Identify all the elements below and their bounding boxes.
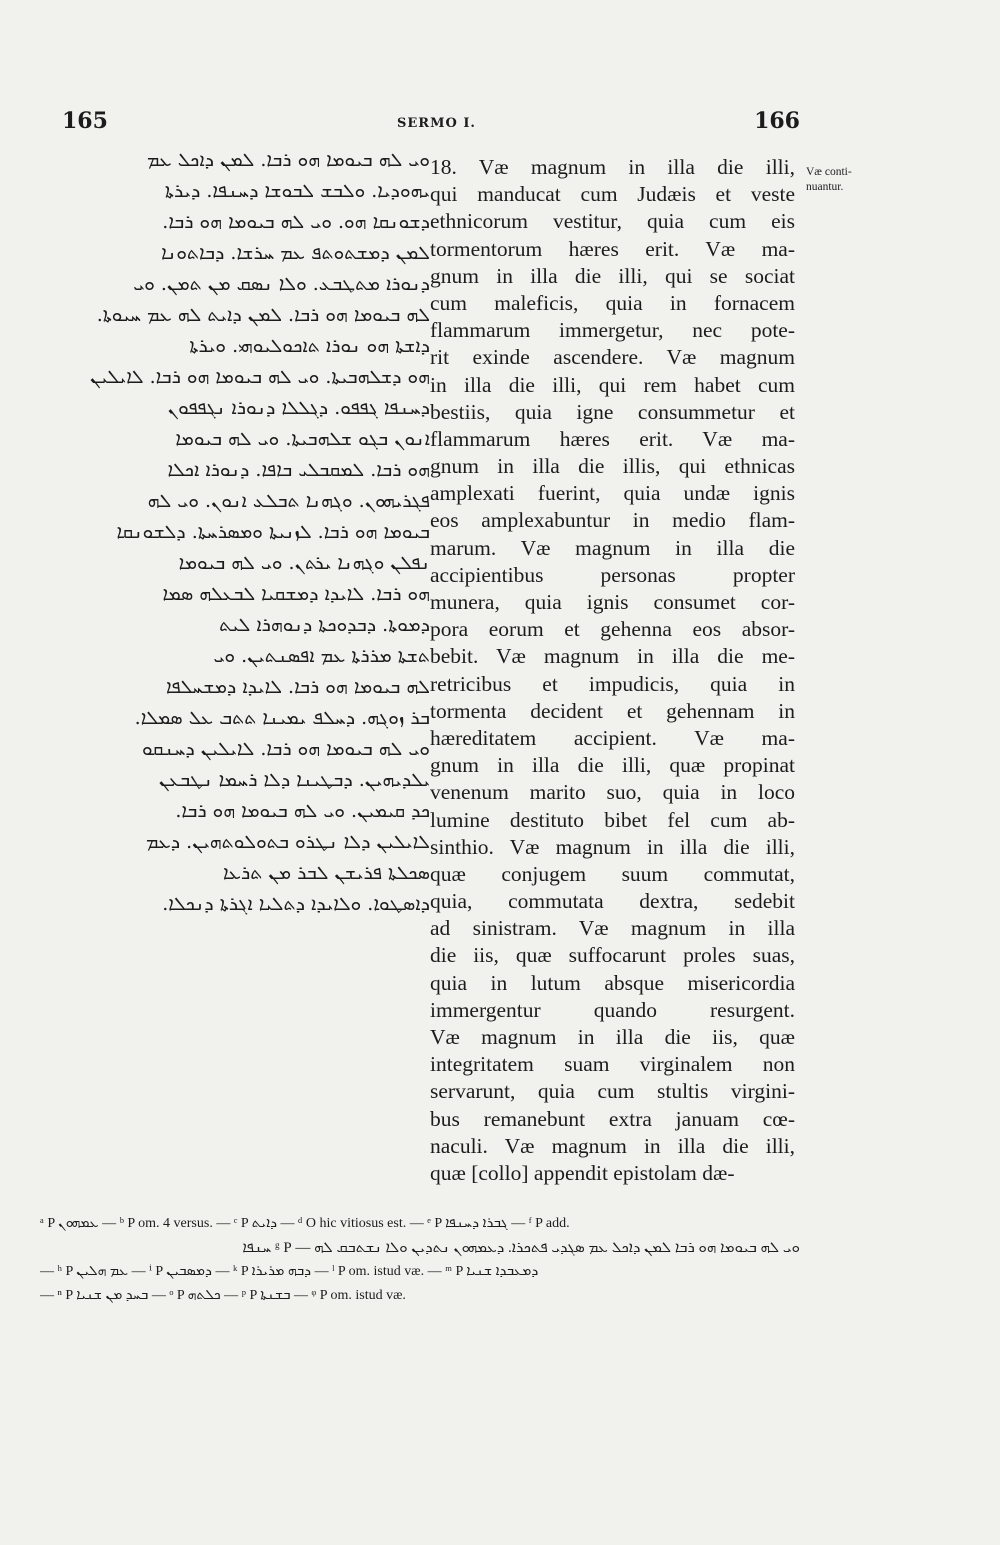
latin-line: retricibus et impudicis, quia in xyxy=(430,671,795,696)
footnote-line: — ʰ P ܥܡ ܗܠܝܢ — ⁱ P ܕܡܣܒܝܢ — ᵏ P ܕܒܗ ܡܪܝܪܐ — ˡ P om. istud væ. — ᵐ P ܕܡܥܒܕܐ ܫܢܝܐ xyxy=(40,1264,539,1279)
syriac-line: ܗܘ ܕܫܠܗܒܝܬܐ. ܘܝ ܠܗ ܒܝܘܡܐ ܗܘ ܪܒܐ. ܠܐܝܠܝܢ xyxy=(90,366,430,388)
right-page-number: 166 xyxy=(754,108,800,134)
latin-line: accipientibus personas propter xyxy=(430,562,795,587)
latin-line: marum. Væ magnum in illa die xyxy=(430,535,795,560)
latin-line: integritatem suam virginalem non xyxy=(430,1052,795,1077)
syriac-line: ܬܫܬܐ ܡܪܪܬܐ ܥܡ ܐܦܣܢܬܝܢ. ܘܝ xyxy=(213,645,430,667)
latin-line: qui manducat cum Judæis et veste xyxy=(430,182,795,207)
latin-line: quia, commutata dextra, sedebit xyxy=(430,889,795,914)
latin-line: lumine destituto bibet fel cum ab- xyxy=(430,807,795,832)
latin-line: tormentorum hæres erit. Væ ma- xyxy=(430,236,795,261)
latin-line: ethnicorum vestitur, quia cum eis xyxy=(430,209,795,234)
syriac-line: ܠܗ ܒܝܘܡܐ ܗܘ ܪܒܐ. ܠܐܝܕܐ ܕܡܫܚܠܦܐ xyxy=(166,676,430,698)
left-page-number: 165 xyxy=(62,108,108,134)
syriac-line: ܝܠܕܝܗܝܢ. ܕܒܛܝܢܐ ܕܠܐ ܪܚܡܐ ܢܛܒܥܢ xyxy=(158,769,430,791)
margin-note-line: Væ conti- xyxy=(806,166,852,178)
latin-line: ad sinistram. Væ magnum in illa xyxy=(430,916,795,941)
syriac-line: ܠܐܝܠܝܢ ܕܠܐ ܢܛܪܘ ܒܬܘܠܘܬܗܝܢ. ܕܥܡ xyxy=(146,831,430,853)
margin-note xyxy=(806,165,886,195)
syriac-line: ܕܢܘܪܐ ܡܬܛܒܥ. ܘܠܐ ܢܣܩ ܡܢ ܬܡܢ. ܘܝ xyxy=(133,273,430,295)
latin-line: Væ magnum in illa die iis, quæ xyxy=(430,1025,795,1049)
running-head: SERMO I. xyxy=(397,116,476,131)
syriac-line: ܕܡܘܬܐ. ܕܒܕܘܟܬܐ ܕܢܘܗܪܐ ܠܝܬ xyxy=(219,614,430,636)
syriac-line: ܒܪ ܙܘܓܗ. ܕܚܠܦ ܝܡܝܢܐ ܬܬܒ ܥܠ ܣܡܠܐ. xyxy=(134,707,430,729)
latin-line: munera, quia ignis consumet cor- xyxy=(430,590,795,614)
latin-line: rit exinde ascendere. Væ magnum xyxy=(430,345,795,370)
latin-line: immergentur quando resurgent. xyxy=(430,997,795,1022)
latin-line: quia in lutum absque misericordia xyxy=(430,970,795,995)
latin-line: flammarum hæres erit. Væ ma- xyxy=(430,426,795,451)
syriac-line: ܣܟܠܬܐ ܦܪܝܫܢ ܠܒܪ ܡܢ ܬܪܥܐ xyxy=(222,862,430,884)
latin-line: amplexati fuerint, quia undæ ignis xyxy=(430,481,795,506)
latin-line: naculi. Væ magnum in illa die illi, xyxy=(430,1133,795,1158)
latin-line: pora eorum et gehenna eos absor- xyxy=(430,617,795,642)
latin-line: flammarum immergetur, nec pote- xyxy=(430,318,795,343)
latin-line: bebit. Væ magnum in illa die me- xyxy=(430,644,795,669)
syriac-line: ܘܝ ܠܗ ܒܝܘܡܐ ܗܘ ܪܒܐ. ܠܐܝܠܝܢ ܕܚܢܩܘ xyxy=(141,738,430,760)
syriac-line: ܠܗ ܒܝܘܡܐ ܗܘ ܪܒܐ. ܠܡܢ ܕܐܝܬ ܠܗ ܥܡ ܚܝܘܬܐ. xyxy=(96,304,430,326)
syriac-line: ܘܝ ܠܗ ܒܝܘܡܐ ܗܘ ܪܒܐ. ܠܡܢ ܕܐܟܠ ܥܡ xyxy=(146,149,430,171)
latin-line: quæ conjugem suum commutat, xyxy=(430,861,795,886)
footnote-line: ܘܝ ܠܗ ܒܝܘܡܐ ܗܘ ܪܒܐ ܠܡܢ ܕܐܟܠ ܥܡ ܣܓܕܝ ܦܬܟܪܐ. ܕܥܡܗܘܢ ܢܬܕܝܢ ܘܠܐ ܢܫܬܒܩ ܠܗ — ᵍ P ܚܢܦܐ xyxy=(242,1240,800,1256)
latin-line: die iis, quæ suffocarunt proles suas, xyxy=(430,943,795,968)
latin-line: eos amplexabuntur in medio flam- xyxy=(430,508,795,533)
latin-line: hæreditatem accipient. Væ ma- xyxy=(430,725,795,750)
syriac-line: ܦܓܪܝܗܘܢ. ܘܓܗܢܐ ܬܒܠܥ ܐܢܘܢ. ܘܝ ܠܗ xyxy=(147,490,430,512)
footnotes xyxy=(40,1212,800,1308)
latin-line: quæ [collo] appendit epistolam dæ- xyxy=(430,1160,735,1185)
syriac-line: ܝܗܘܕܝܐ. ܘܠܒܫ ܠܒܘܫܐ ܕܚܢܦܐ. ܕܝܪܬܐ xyxy=(164,180,430,202)
latin-line: in illa die illi, qui rem habet cum xyxy=(430,372,795,397)
footnote-line: ᵃ P ܥܡܗܘܢ — ᵇ P om. 4 versus. — ᶜ P ܕܐܝܬ — ᵈ O hic vitiosus est. — ᵉ P ܓܒܪܐ ܕܚܢܦܐ — ᶠ P add. xyxy=(40,1216,570,1231)
syriac-line: ܐܢܘܢ ܒܓܘ ܫܠܗܒܝܬܐ. ܘܝ ܠܗ ܒܝܘܡܐ xyxy=(175,428,430,450)
latin-line: cum maleficis, quia in fornacem xyxy=(430,290,795,315)
latin-line: 18. Væ magnum in illa die illi, xyxy=(430,155,795,179)
syriac-line: ܠܡܢ ܕܡܫܬܘܬܦ ܥܡ ܚܪܫܐ. ܕܒܐܬܘܢܐ xyxy=(161,242,430,264)
latin-line: sinthio. Væ magnum in illa die illi, xyxy=(430,834,795,859)
syriac-line: ܗܘ ܪܒܐ. ܠܡܩܒܠܝ ܒܐܦܐ. ܕܢܘܪܐ ܐܟܠܐ xyxy=(167,459,430,481)
latin-line: venenum marito suo, quia in loco xyxy=(430,780,795,805)
syriac-line: ܒܝܘܡܐ ܗܘ ܪܒܐ. ܠܙܢܝܬܐ ܘܡܣܪܚܬܐ. ܕܠܫܘܢܩܐ xyxy=(116,521,430,543)
footnote-line: — ⁿ P ܒܚܕ ܡܢ ܫܢܝܐ — ᵒ P ܟܠܬܗ — ᵖ P ܒܫܢܬܐ — ᵠ P om. istud væ. xyxy=(40,1288,406,1303)
latin-text-column xyxy=(430,154,795,1187)
latin-line: bestiis, quia igne consummetur et xyxy=(430,399,795,424)
page-header xyxy=(62,108,800,138)
latin-line: servarunt, quia cum stultis virgini- xyxy=(430,1079,795,1104)
syriac-line: ܕܫܘܢܩܐ ܗܘ. ܘܝ ܠܗ ܒܝܘܡܐ ܗܘ ܪܒܐ. xyxy=(162,211,430,233)
syriac-line: ܢܦܠܢ ܘܓܗܢܐ ܝܪܬܢ. ܘܝ ܠܗ ܒܝܘܡܐ xyxy=(178,552,430,574)
latin-line: gnum in illa die illi, qui se sociat xyxy=(430,263,795,288)
syriac-line: ܕܐܫܬܐ ܗܘ ܢܘܪܐ ܬܐܟܘܠܝܘܗܝ. ܘܝܪܬܐ xyxy=(189,335,430,357)
syriac-text-column xyxy=(55,145,430,920)
latin-line: gnum in illa die illi, quæ propinat xyxy=(430,753,795,778)
syriac-line: ܗܘ ܪܒܐ. ܠܐܝܕܐ ܕܡܫܩܝܐ ܠܒܥܠܗ ܣܡܐ xyxy=(162,583,430,605)
syriac-line: ܕܚܢܦܐ ܓܦܦܘ. ܕܓܠܠܐ ܕܢܘܪܐ ܢܓܦܦܘܢ xyxy=(167,397,430,419)
syriac-line: ܟܕ ܩܝܡܝܢ. ܘܝ ܠܗ ܒܝܘܡܐ ܗܘ ܪܒܐ. xyxy=(175,800,430,822)
latin-line: bus remanebunt extra januam cœ- xyxy=(430,1106,795,1131)
latin-line: tormenta decident et gehennam in xyxy=(430,698,795,723)
margin-note-line: nuantur. xyxy=(806,181,844,193)
latin-line: gnum in illa die illis, qui ethnicas xyxy=(430,454,795,479)
syriac-line: ܕܐܣܛܘܐ. ܘܠܐܝܕܐ ܕܬܠܝܐ ܐܓܪܬܐ ܕܢܟܠܐ. xyxy=(162,893,430,915)
